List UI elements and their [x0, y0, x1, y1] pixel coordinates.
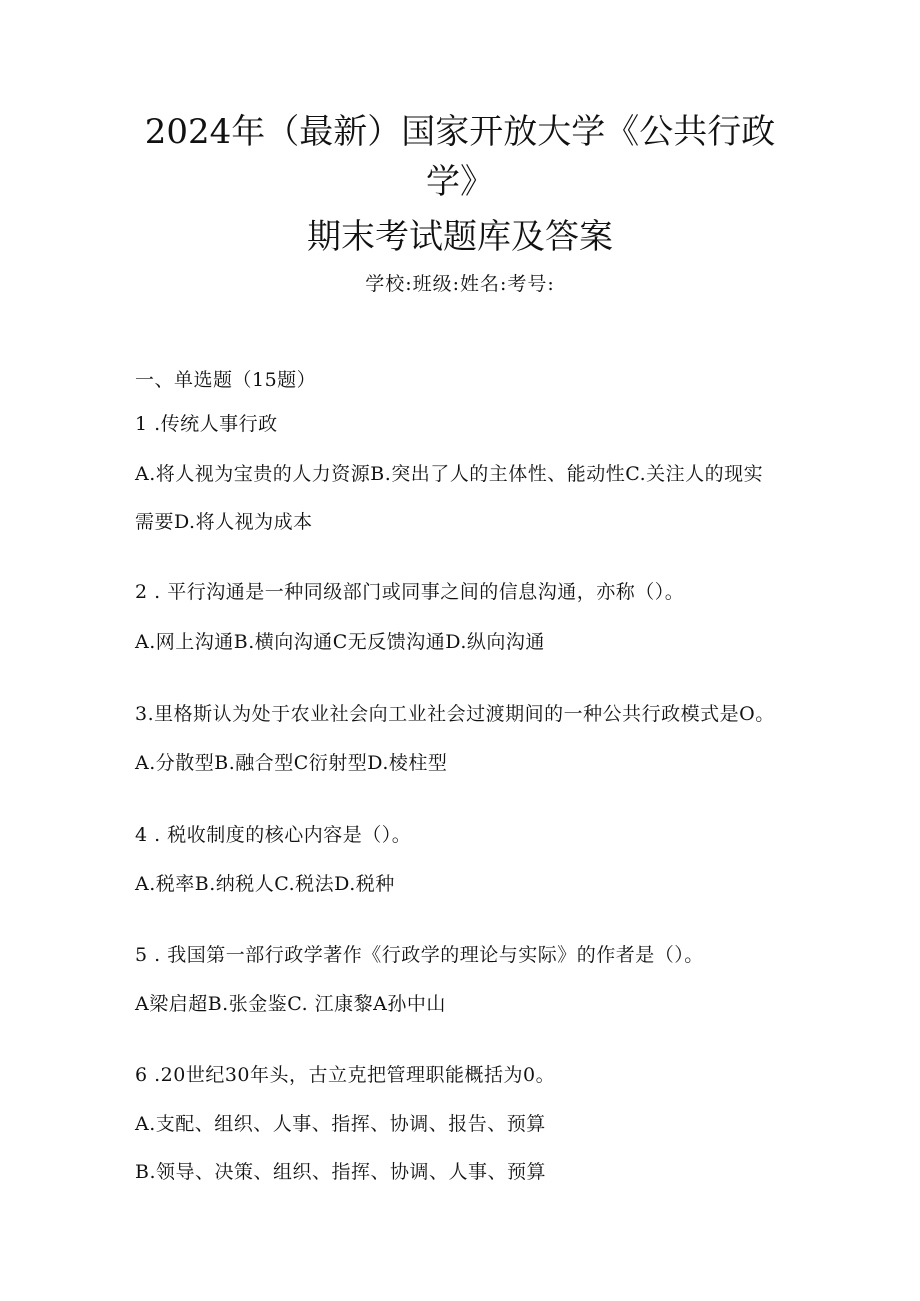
question-6-option-a: A.支配、组织、人事、指挥、协调、报告、预算 [135, 1113, 546, 1135]
document-title-line-2: 学》 [426, 162, 494, 202]
question-2-options: A.网上沟通B.横向沟通C无反馈沟通D.纵向沟通 [135, 631, 545, 653]
section-heading: 一、单选题（15题） [135, 369, 317, 391]
question-4-stem: 4 . 税收制度的核心内容是（）。 [135, 824, 412, 846]
question-6-stem: 6 .20世纪30年头，古立克把管理职能概括为0。 [135, 1064, 556, 1086]
question-6-option-b: B.领导、决策、组织、指挥、协调、人事、预算 [135, 1161, 547, 1183]
question-5-stem: 5 . 我国第一部行政学著作《行政学的理论与实际》的作者是（）。 [135, 944, 704, 966]
question-1-option-line-2: 需要D.将人视为成本 [135, 511, 313, 533]
question-5-options: A梁启超B.张金鉴C. 江康黎A孙中山 [135, 993, 446, 1015]
question-1-stem: 1 .传统人事行政 [135, 413, 278, 435]
question-3-stem: 3.里格斯认为处于农业社会向工业社会过渡期间的一种公共行政模式是O。 [135, 703, 775, 725]
question-3-options: A.分散型B.融合型C衍射型D.棱柱型 [135, 752, 448, 774]
question-2-stem: 2 . 平行沟通是一种同级部门或同事之间的信息沟通，亦称（）。 [135, 581, 685, 603]
document-title-line-3: 期末考试题库及答案 [307, 217, 613, 257]
student-info-line: 学校:班级:姓名:考号: [365, 273, 555, 295]
question-4-options: A.税率B.纳税人C.税法D.税种 [135, 873, 395, 895]
question-1-option-line-1: A.将人视为宝贵的人力资源B.突出了人的主体性、能动性C.关注人的现实 [135, 463, 764, 485]
document-title-line-1: 2024年（最新）国家开放大学《公共行政 [144, 112, 776, 152]
